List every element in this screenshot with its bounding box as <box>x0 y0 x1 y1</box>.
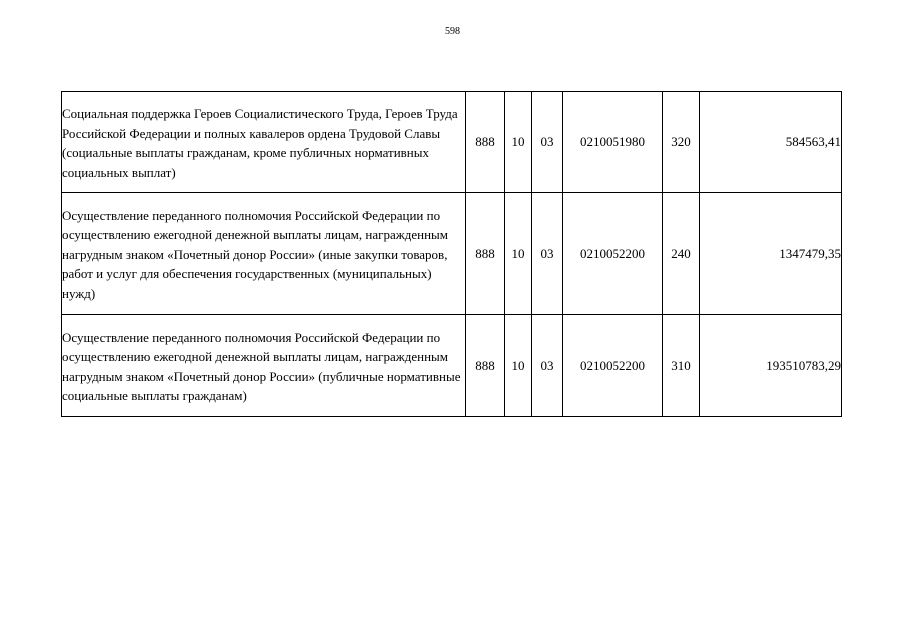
expense-type-code: 310 <box>663 315 700 417</box>
target-article-code: 0210051980 <box>563 92 663 193</box>
subsection-code: 03 <box>532 92 563 193</box>
target-article-code: 0210052200 <box>563 193 663 315</box>
ministry-code: 888 <box>466 193 505 315</box>
amount-value: 1347479,35 <box>700 193 842 315</box>
ministry-code: 888 <box>466 315 505 417</box>
expense-type-code: 240 <box>663 193 700 315</box>
table-row <box>62 315 842 417</box>
row-description: Социальная поддержка Героев Социалистического Труда, Героев Труда Российской Федерации и полных кавалеров ордена Трудовой Славы (социальные выплаты гражданам, кроме публичных нормативных социальных выплат) <box>62 92 466 193</box>
table-row <box>62 92 842 193</box>
target-article-code: 0210052200 <box>563 315 663 417</box>
section-code: 10 <box>505 92 532 193</box>
table-row <box>62 193 842 315</box>
row-description: Осуществление переданного полномочия Российской Федерации по осуществлению ежегодной денежной выплаты лицам, награжденным нагрудным знаком «Почетный донор России» (иные закупки товаров, работ и услуг для обеспечения государственных (муниципальных) нужд) <box>62 193 466 315</box>
subsection-code: 03 <box>532 193 563 315</box>
subsection-code: 03 <box>532 315 563 417</box>
page-number: 598 <box>445 26 460 37</box>
ministry-code: 888 <box>466 92 505 193</box>
amount-value: 193510783,29 <box>700 315 842 417</box>
section-code: 10 <box>505 315 532 417</box>
budget-table <box>61 91 842 417</box>
section-code: 10 <box>505 193 532 315</box>
expense-type-code: 320 <box>663 92 700 193</box>
row-description: Осуществление переданного полномочия Российской Федерации по осуществлению ежегодной денежной выплаты лицам, награжденным нагрудным знаком «Почетный донор России» (публичные нормативные социальные выплаты гражданам) <box>62 315 466 417</box>
amount-value: 584563,41 <box>700 92 842 193</box>
